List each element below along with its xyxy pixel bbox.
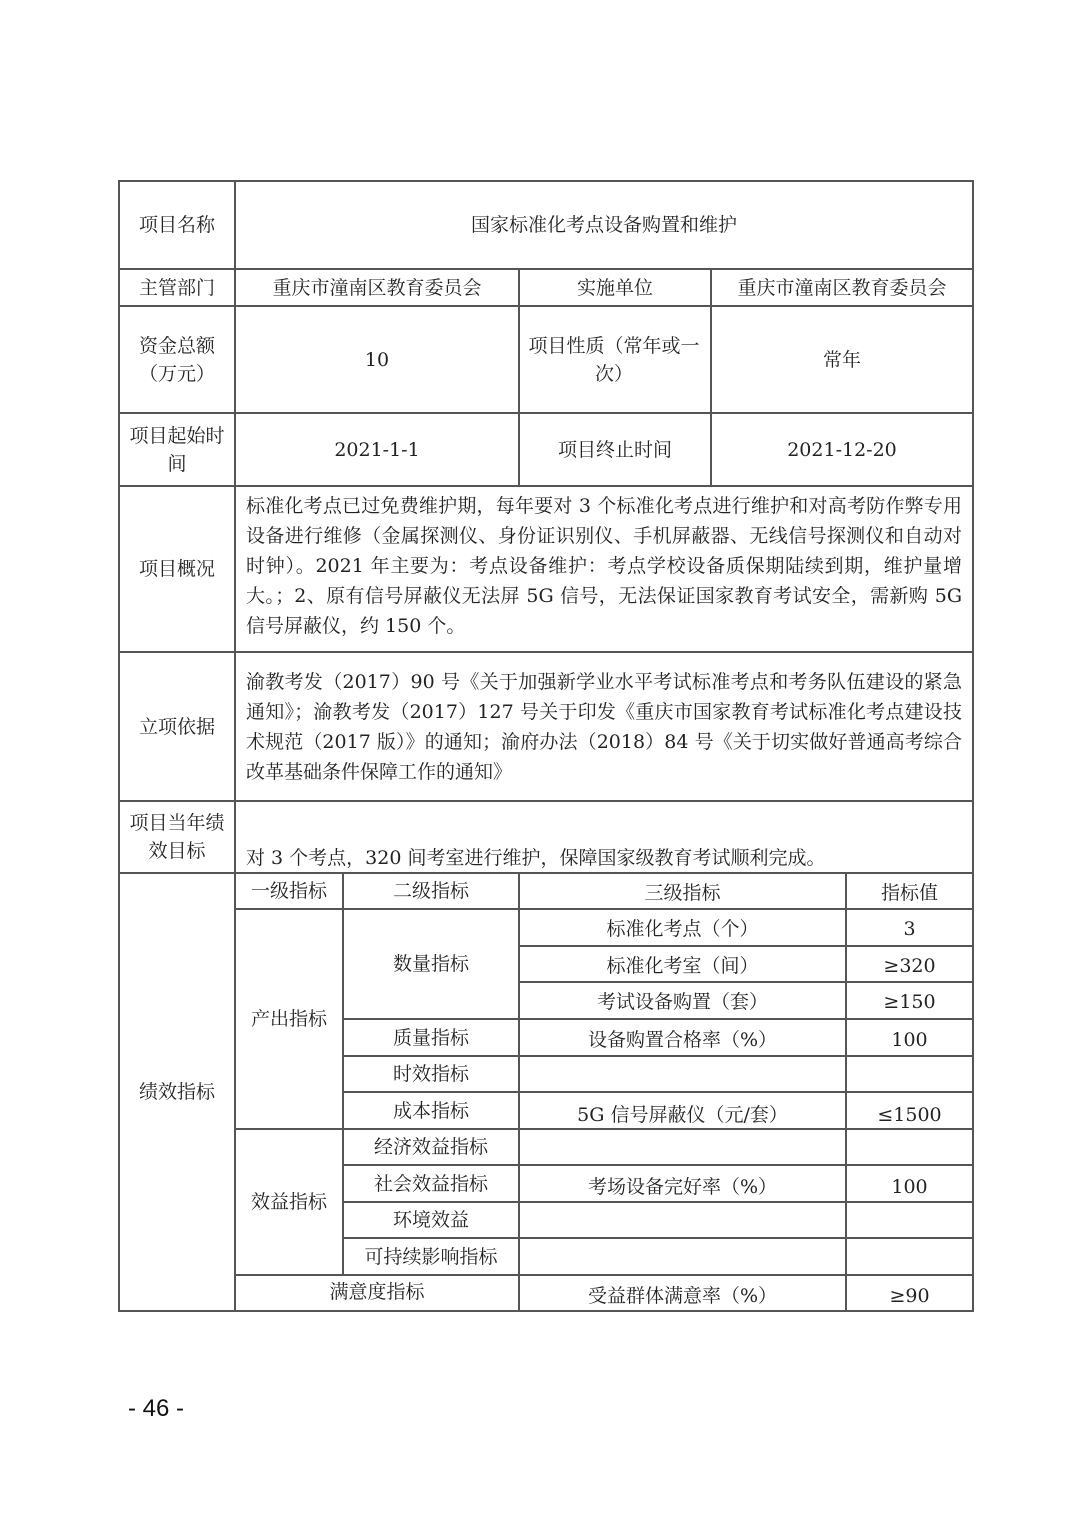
header-value: 指标值 [880, 882, 938, 904]
overview: 标准化考点已过免费维护期，每年要对 3 个标准化考点进行维护和对高考防作弊专用设备进行维修（金属探测仪、身份证识别仪、手机屏蔽器、无线信号探测仪和自动对时钟）。2021 年主要为：考点设备维护：考点学校设备质保期陆续到期，维护量增大。；2、原有信号屏蔽仪无法屏 5G 信号，无法保证国家教育考试安全，需新购 5G 信号屏蔽仪，约 150 个。 [246, 495, 962, 637]
fund: 10 [364, 348, 390, 371]
indicator-name: 考试设备购置（套） [596, 991, 768, 1013]
level1-benefit: 效益指标 [250, 1191, 327, 1213]
indicator-value: ≥90 [889, 1285, 930, 1307]
nature: 常年 [822, 348, 861, 371]
start-date: 2021-1-1 [334, 438, 420, 461]
header-level3: 三级指标 [644, 882, 721, 904]
indicator-name: 标准化考室（间） [606, 955, 759, 977]
impl-label: 实施单位 [576, 276, 653, 299]
indicator-name [520, 1203, 845, 1237]
indicator-name: 受益群体满意率（%） [587, 1285, 778, 1307]
level2-quantity: 数量指标 [392, 953, 469, 975]
level1-satisfaction: 满意度指标 [329, 1281, 425, 1303]
indicator-name: 标准化考点（个） [606, 917, 759, 940]
level2-timeliness: 时效指标 [392, 1063, 469, 1085]
header-level2: 二级指标 [392, 880, 469, 902]
indicator-value: 100 [891, 1029, 928, 1051]
indicator-name [520, 1130, 845, 1164]
impl: 重庆市潼南区教育委员会 [737, 276, 947, 299]
dept-label: 主管部门 [138, 276, 215, 299]
nature-label: 项目性质（常年或一次） [528, 334, 700, 385]
start-label: 项目起始时间 [129, 424, 225, 475]
indicator-name: 5G 信号屏蔽仪（元/套） [577, 1104, 788, 1126]
level2-quality: 质量指标 [392, 1026, 469, 1049]
basis-label: 立项依据 [138, 715, 215, 738]
goal-label: 项目当年绩效目标 [129, 812, 225, 862]
indicator-name: 考场设备完好率（%） [587, 1176, 778, 1198]
rule [972, 180, 974, 1312]
overview-label: 项目概况 [138, 558, 215, 580]
indicator-value: 3 [903, 917, 916, 940]
dept: 重庆市潼南区教育委员会 [272, 276, 482, 299]
end-label: 项目终止时间 [557, 438, 672, 461]
level2-social: 社会效益指标 [373, 1172, 488, 1195]
indicator-value [847, 1130, 972, 1164]
fund-label: 资金总额（万元） [138, 334, 215, 385]
indicator-name: 设备购置合格率（%） [587, 1029, 778, 1051]
indicator-name [520, 1057, 845, 1091]
project-name-label: 项目名称 [138, 214, 215, 236]
indicator-value [847, 1203, 972, 1237]
indicator-value [847, 1239, 972, 1274]
indicator-value: ≤1500 [877, 1104, 942, 1126]
level2-sustainable: 可持续影响指标 [364, 1245, 498, 1268]
level2-cost: 成本指标 [392, 1099, 469, 1122]
indicator-value: 100 [891, 1176, 928, 1198]
indicator-value [847, 1057, 972, 1091]
level2-environment: 环境效益 [392, 1209, 469, 1231]
level2-economic: 经济效益指标 [373, 1136, 488, 1158]
indicator-value: ≥320 [883, 955, 936, 977]
header-level1: 一级指标 [250, 880, 327, 902]
project-name: 国家标准化考点设备购置和维护 [470, 214, 737, 236]
indicator-value: ≥150 [883, 991, 936, 1013]
level1-output: 产出指标 [250, 1008, 327, 1030]
end-date: 2021-12-20 [787, 438, 897, 461]
basis: 渝教考发（2017）90 号《关于加强新学业水平考试标准考点和考务队伍建设的紧急通知》；渝教考发（2017）127 号关于印发《重庆市国家教育考试标准化考点建设技术规范（2017 版）》的通知；渝府办法（2018）84 号《关于切实做好普通高考综合改革基础条件保障工作的通知》 [246, 671, 962, 783]
indicator-name [520, 1239, 845, 1274]
page-number: - 46 - [128, 1395, 185, 1422]
perf-label: 绩效指标 [138, 1081, 215, 1103]
goal: 对 3 个考点，320 间考室进行维护，保障国家级教育考试顺利完成。 [246, 847, 826, 869]
